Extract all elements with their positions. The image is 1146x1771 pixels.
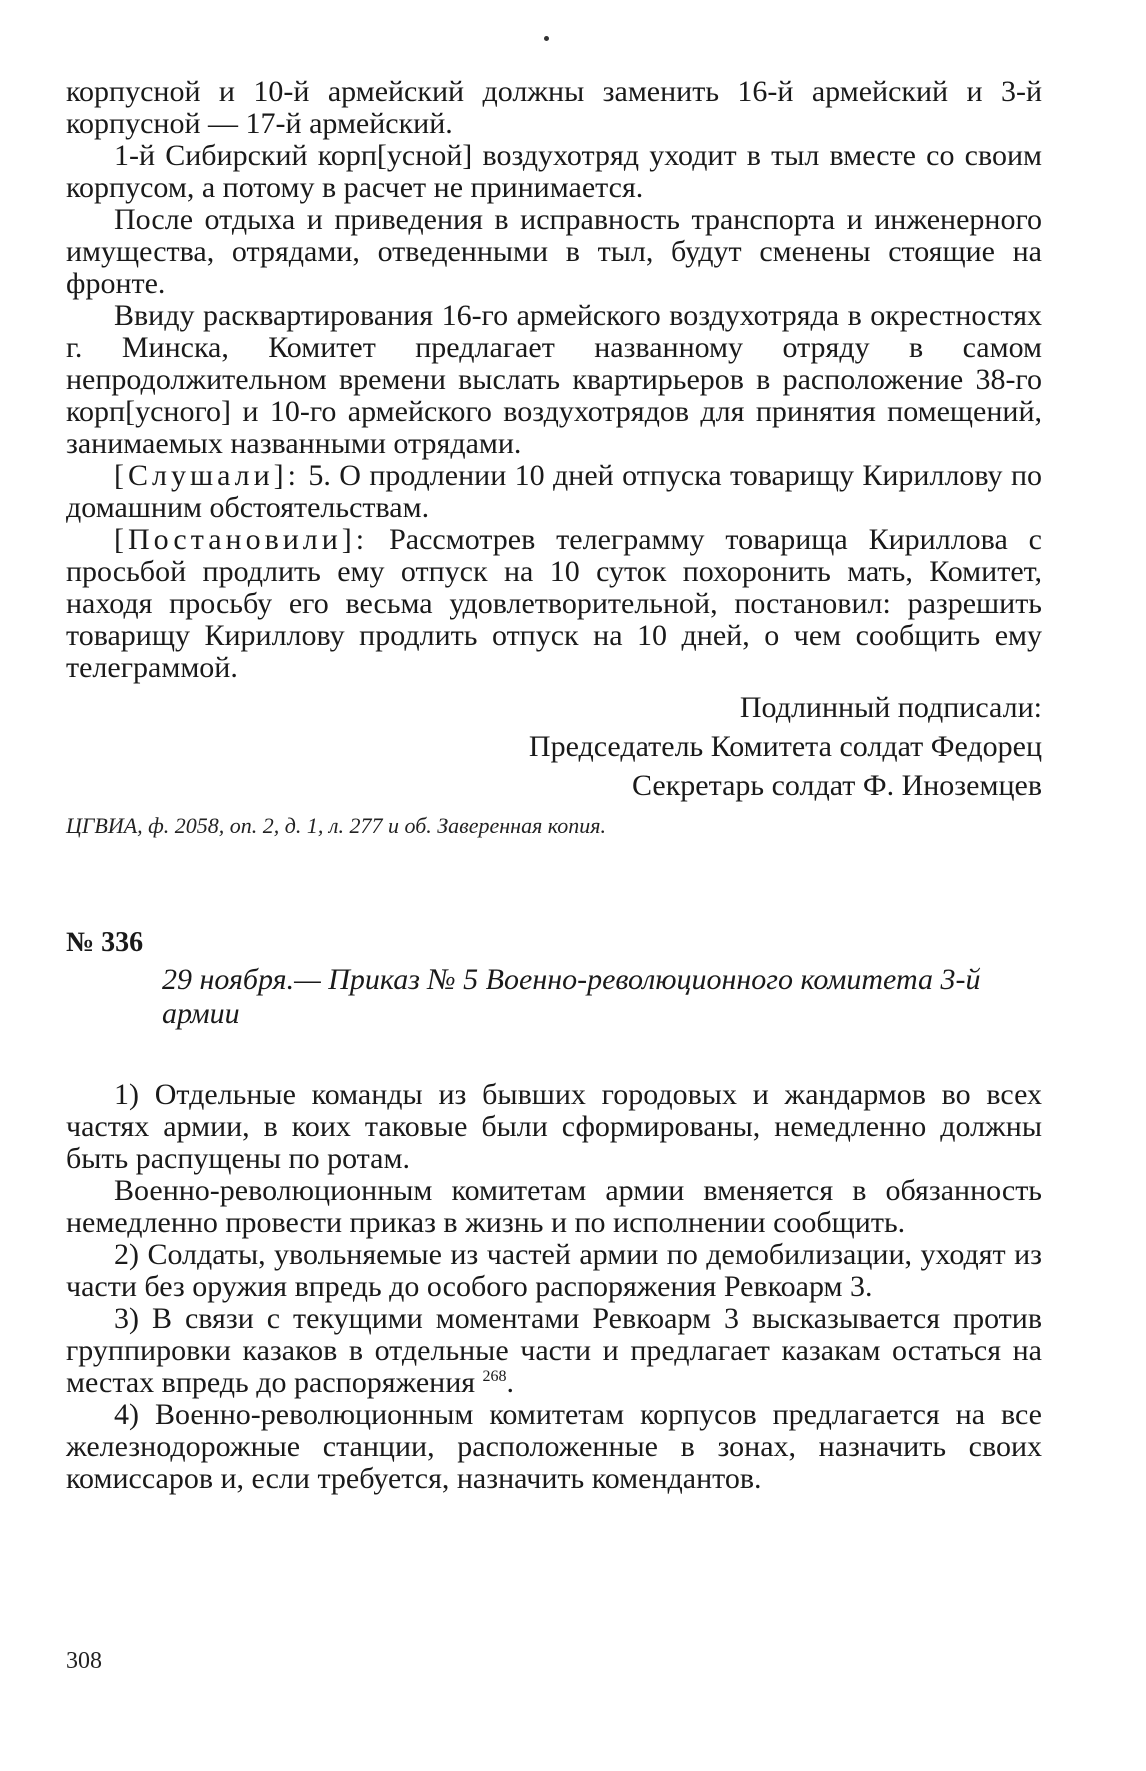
- resolved-text: Рассмотрев телеграмму товарища Кириллова с просьбой продлить ему отпуск на 10 суток похоронить мать, Комитет, находя просьбу его весьма удовлетворительной, постановил: разрешить товарищу Кириллову продлить отпуск на 10 дней, о чем сообщить ему телеграммой.: [66, 523, 1042, 684]
- heard-paragraph: [66, 460, 1042, 524]
- heard-label: [Слушали]:: [114, 459, 301, 492]
- order-paragraph-3: 2) Солдаты, увольняемые из частей армии по демобилизации, уходят из части без оружия впредь до особого распоряжения Ревкоарм 3.: [66, 1238, 1042, 1303]
- order-paragraph-2: Военно-революционным комитетам армии вменяется в обязанность немедленно провести приказ в жизнь и по исполнении сообщить.: [66, 1174, 1042, 1239]
- paragraph-3: После отдыха и приведения в исправность транспорта и инженерного имущества, отрядами, отведенными в тыл, будут сменены стоящие на фронте.: [66, 203, 1042, 300]
- page-number: 308: [66, 1648, 102, 1674]
- document-title: 29 ноября.— Приказ № 5 Военно-революционного комитета 3-й армии: [162, 963, 981, 1030]
- order-paragraph-5: 4) Военно-революционным комитетам корпусов предлагается на все железнодорожные станции, расположенные в зонах, назначить своих комиссаров и, если требуется, назначить комендантов.: [66, 1398, 1042, 1495]
- order-paragraph-4-end: .: [506, 1366, 515, 1399]
- order-paragraph-1: 1) Отдельные команды из бывших городовых и жандармов во всех частях армии, в коих таковые были сформированы, немедленно должны быть распущены по ротам.: [66, 1078, 1042, 1175]
- heard-text: 5. О продлении 10 дней отпуска товарищу Кириллову по домашним обстоятельствам.: [66, 459, 1042, 524]
- signature-line: Подлинный подписали:: [739, 691, 1042, 724]
- signature-line: Секретарь солдат Ф. Иноземцев: [632, 769, 1042, 802]
- paragraph-4: Ввиду расквартирования 16-го армейского воздухотряда в окрестностях г. Минска, Комитет предлагает названному отряду в самом непродолжительном времени выслать квартирьеров в расположение 38-го корп[усного] и 10-го армейского воздухотрядов для принятия помещений, занимаемых названными отрядами.: [66, 299, 1042, 460]
- paragraph-2: 1-й Сибирский корп[усной] воздухотряд уходит в тыл вместе со своим корпусом, а потому в расчет не принимается.: [66, 139, 1042, 204]
- print-dot: [544, 36, 549, 41]
- signature-line: Председатель Комитета солдат Федорец: [528, 730, 1042, 763]
- signatures: [66, 688, 1042, 805]
- paragraph-1: корпусной и 10-й армейский должны заменить 16-й армейский и 3-й корпусной — 17-й армейский.: [66, 75, 1042, 140]
- order-paragraph-4-text: 3) В связи с текущими моментами Ревкоарм 3 высказывается против группировки казаков в отдельные части и предлагает казакам остаться на местах впредь до распоряжения: [66, 1302, 1042, 1399]
- footnote-ref: 268: [482, 1368, 507, 1385]
- resolved-label: [Постановили]:: [114, 523, 369, 556]
- archive-source: ЦГВИА, ф. 2058, оп. 2, д. 1, л. 277 и об. Заверенная копия.: [66, 813, 606, 838]
- order-paragraph-4: [66, 1303, 1042, 1399]
- page-body: [66, 76, 1042, 1495]
- resolved-paragraph: [66, 524, 1042, 684]
- document-number: № 336: [66, 927, 144, 958]
